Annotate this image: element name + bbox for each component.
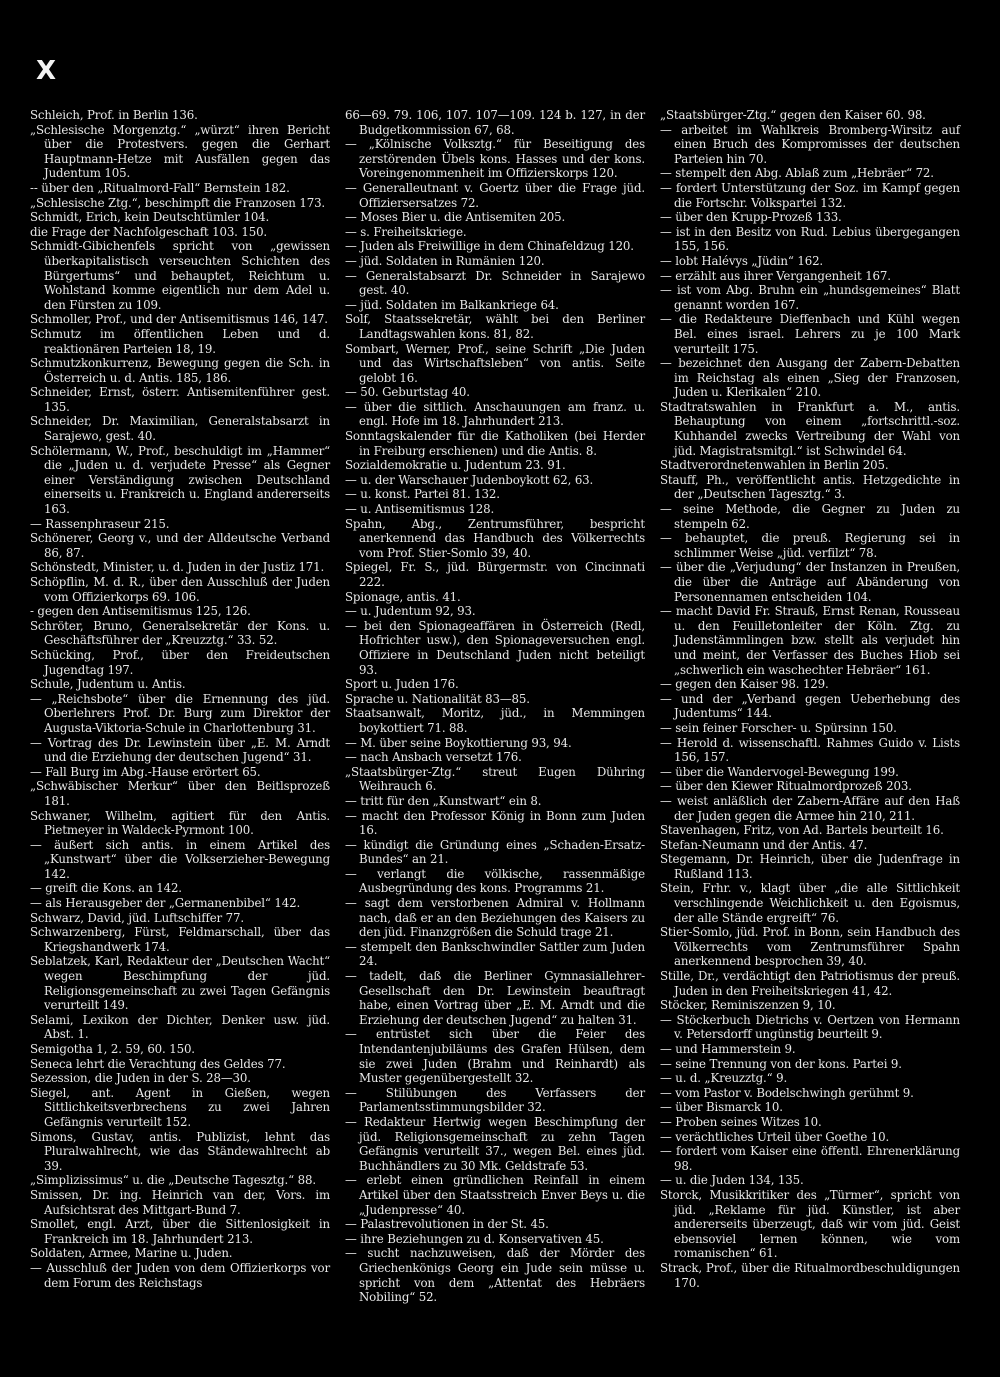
index-entry: — seine Trennung von der kons. Partei 9.: [660, 1056, 902, 1071]
index-entry: — u. konst. Partei 81. 132.: [345, 487, 500, 502]
index-entry: — verlangt die völkische, rassenmäßige Ausbegründung des kons. Programms 21.: [345, 866, 645, 896]
index-entry: — behauptet, die preuß. Regierung sei in schlimmer Weise „jüd. verfilzt“ 78.: [660, 531, 960, 560]
index-entry: — über die sittlich. Anschauungen am franz. u. engl. Hofe im 18. Jahrhundert 213.: [345, 399, 645, 429]
index-entry: — Moses Bier u. die Antisemiten 205.: [345, 210, 566, 225]
index-entry: — greift die Kons. an 142.: [30, 881, 182, 896]
index-entry: Seneca lehrt die Verachtung des Geldes 77.: [30, 1056, 286, 1071]
index-entry: Stavenhagen, Fritz, von Ad. Bartels beurteilt 16.: [660, 823, 944, 838]
index-entry: — lobt Halévys „Jüdin“ 162.: [660, 253, 824, 268]
index-entry: — und Hammerstein 9.: [660, 1042, 796, 1056]
index-column-2: [345, 108, 645, 1305]
index-entry: Schule, Judentum u. Antis.: [30, 677, 186, 692]
index-entry: — erlebt einen gründlichen Reinfall in einem Artikel über den Staatsstreich Enver Beys u. die „Judenpresse“ 40.: [345, 1173, 645, 1217]
index-entry: Sport u. Juden 176.: [345, 677, 459, 692]
index-entry: Storck, Musikkritiker des „Türmer“, spricht von jüd. „Reklame für jüd. Künstler, ist aber andererseits überzeugt, daß wir vom jüd. Geist ebensoviel lernen können, wie vom romanischen“ 61.: [660, 1187, 960, 1261]
index-entry: Seblatzek, Karl, Redakteur der „Deutschen Wacht“ wegen Beschimpfung der jüd. Religionsgemeinschaft zu zwei Tagen Gefängnis verurteilt 149.: [30, 954, 330, 1013]
index-entry: — Vortrag des Dr. Lewinstein über „E. M. Arndt und die Erziehung der deutschen Jugend“ 31.: [30, 735, 330, 765]
index-entry: — über die „Verjudung“ der Instanzen in Preußen, die über die Anträge auf Abänderung von Personennamen entscheiden 104.: [660, 560, 960, 604]
index-entry: „Simplizissimus“ u. die „Deutsche Tagesztg.“ 88.: [30, 1173, 316, 1188]
index-entry: — u. d. „Kreuzztg.“ 9.: [660, 1071, 788, 1086]
index-entry: Schwarzenberg, Fürst, Feldmarschall, über das Kriegshandwerk 174.: [30, 925, 330, 954]
index-entry: — u. Antisemitismus 128.: [345, 502, 495, 517]
index-entry: Stein, Frhr. v., klagt über „die alle Sittlichkeit verschlingende Weichlichkeit u. den Egoismus, der alle Stände ergreift“ 76.: [660, 881, 960, 925]
index-entry: — seine Methode, die Gegner zu Juden zu stempeln 62.: [660, 502, 960, 531]
index-entry: — über die Wandervogel-Bewegung 199.: [660, 764, 899, 779]
index-entry: Stier-Somlo, jüd. Prof. in Bonn, sein Handbuch des Völkerrechts vom Zentrumsführer Spahn anerkennend besprochen 39, 40.: [660, 925, 960, 969]
index-entry: „Schwäbischer Merkur“ über den Beitlsprozeß 181.: [30, 779, 330, 808]
index-entry: Stauff, Ph., veröffentlicht antis. Hetzgedichte in der „Deutschen Tagesztg.“ 3.: [660, 472, 960, 502]
index-entry: — stempelt den Abg. Ablaß zum „Hebräer“ 72.: [660, 166, 934, 181]
index-entry: Schleich, Prof. in Berlin 136.: [30, 108, 198, 122]
index-entry: Schmidt, Erich, kein Deutschtümler 104.: [30, 210, 270, 225]
index-entry: — „Kölnische Volksztg.“ für Beseitigung des zerstörenden Übels kons. Hasses und der kons. Voreingenommenheit im Offizierskorps 120.: [345, 137, 645, 181]
index-entry: Schröter, Bruno, Generalsekretär der Kons. u. Geschäftsführer der „Kreuzztg.“ 33. 52.: [30, 618, 330, 648]
index-entry: Strack, Prof., über die Ritualmordbeschuldigungen 170.: [660, 1260, 960, 1290]
index-entry: 66—69. 79. 106, 107. 107—109. 124 b. 127, in der Budgetkommission 67, 68.: [345, 108, 645, 137]
index-entry: die Frage der Nachfolgeschaft 103. 150.: [30, 224, 268, 239]
index-entry: — tritt für den „Kunstwart“ ein 8.: [345, 793, 542, 808]
index-entry: Soldaten, Armee, Marine u. Juden.: [30, 1246, 233, 1261]
index-entry: Schücking, Prof., über den Freideutschen Jugendtag 197.: [30, 647, 330, 677]
index-entry: — Fall Burg im Abg.-Hause erörtert 65.: [30, 764, 261, 779]
index-entry: — Herold d. wissenschaftl. Rahmes Guido v. Lists 156, 157.: [660, 735, 960, 765]
index-entry: Selami, Lexikon der Dichter, Denker usw. jüd. Abst. 1.: [30, 1012, 330, 1042]
index-entry: Sozialdemokratie u. Judentum 23. 91.: [345, 458, 566, 473]
index-entry: Schmoller, Prof., und der Antisemitismus 146, 147.: [30, 312, 328, 327]
index-entry: Schöpflin, M. d. R., über den Ausschluß der Juden vom Offizierkorps 69. 106.: [30, 575, 330, 604]
index-entry: — 50. Geburtstag 40.: [345, 385, 470, 400]
index-entry: — Stilübungen des Verfassers der Parlamentsstimmungsbilder 32.: [345, 1085, 645, 1115]
index-entry: Schmutzkonkurrenz, Bewegung gegen die Sch. in Österreich u. d. Antis. 185, 186.: [30, 356, 330, 385]
page-number: X: [36, 56, 57, 86]
index-entry: — Proben seines Witzes 10.: [660, 1114, 822, 1129]
index-entry: „Schlesische Ztg.“, beschimpft die Franzosen 173.: [30, 195, 326, 210]
index-entry: — bezeichnet den Ausgang der Zabern-Debatten im Reichstag als einen „Sieg der Franzosen, Juden u. Klerikalen“ 210.: [660, 356, 960, 400]
index-entry: — erzählt aus ihrer Vergangenheit 167.: [660, 268, 891, 283]
index-entry: — ihre Beziehungen zu d. Konservativen 45.: [345, 1231, 604, 1246]
index-entry: Sombart, Werner, Prof., seine Schrift „Die Juden und das Wirtschaftsleben“ von antis. Seite gelobt 16.: [345, 341, 645, 385]
index-entry: -- über den „Ritualmord-Fall“ Bernstein 182.: [30, 180, 290, 195]
index-entry: — „Reichsbote“ über die Ernennung des jüd. Oberlehrers Prof. Dr. Burg zum Direktor der Augusta-Viktoria-Schule in Charlottenburg 31.: [30, 691, 330, 735]
index-entry: Siegel, ant. Agent in Gießen, wegen Sittlichkeitsverbrechens zu zwei Jahren Gefängnis verurteilt 152.: [30, 1085, 330, 1129]
index-entry: — ist in den Besitz von Rud. Lebius übergegangen 155, 156.: [660, 224, 960, 254]
index-entry: — die Redakteure Dieffenbach und Kühl wegen Bel. eines israel. Lehrers zu je 100 Mark verurteilt 175.: [660, 312, 960, 356]
index-entry: Sonntagskalender für die Katholiken (bei Herder in Freiburg erschienen) und die Antis. 8.: [345, 429, 645, 458]
index-entry: — und der „Verband gegen Ueberhebung des Judentums“ 144.: [660, 691, 960, 721]
index-entry: — entrüstet sich über die Feier des Intendantenjubiläums des Grafen Hülsen, dem sie zwei Juden (Brahm und Reinhardt) als Muster gegenübergestellt 32.: [345, 1027, 645, 1086]
index-entry: Schmutz im öffentlichen Leben und d. reaktionären Parteien 18, 19.: [30, 326, 330, 356]
index-entry: — tadelt, daß die Berliner Gymnasiallehrer-Gesellschaft den Dr. Lewinstein beauftragt habe, einen Vortrag über „E. M. Arndt und die Erziehung der deutschen Jugend“ zu halten 31.: [345, 969, 645, 1027]
index-entry: Stadtverordnetenwahlen in Berlin 205.: [660, 458, 889, 473]
index-entry: Simons, Gustav, antis. Publizist, lehnt das Pluralwahlrecht, wie das Ständewahlrecht ab 39.: [30, 1129, 330, 1173]
index-entry: — Generalstabsarzt Dr. Schneider in Sarajewo gest. 40.: [345, 268, 645, 298]
index-entry: — über den Kiewer Ritualmordprozeß 203.: [660, 779, 912, 794]
index-entry: Staatsanwalt, Moritz, jüd., in Memmingen boykottiert 71. 88.: [345, 706, 645, 735]
index-entry: Schneider, Dr. Maximilian, Generalstabsarzt in Sarajewo, gest. 40.: [30, 414, 330, 444]
index-entry: Spionage, antis. 41.: [345, 589, 461, 604]
index-entry: — s. Freiheitskriege.: [345, 224, 467, 239]
index-entry: Spahn, Abg., Zentrumsführer, bespricht anerkennend das Handbuch des Völkerrechts vom Prof. Stier-Somlo 39, 40.: [345, 516, 645, 560]
index-entry: Sezession, die Juden in der S. 28—30.: [30, 1071, 251, 1086]
index-entry: Stille, Dr., verdächtigt den Patriotismus der preuß. Juden in den Freiheitskriegen 41, 42.: [660, 969, 960, 998]
index-column-3: [660, 108, 960, 1290]
index-entry: Solf, Staatssekretär, wählt bei den Berliner Landtagswahlen kons. 81, 82.: [345, 312, 645, 341]
index-entry: — nach Ansbach versetzt 176.: [345, 750, 522, 765]
index-entry: — Palastrevolutionen in der St. 45.: [345, 1217, 549, 1232]
index-entry: Smissen, Dr. ing. Heinrich van der, Vors. im Aufsichtsrat des Mittgart-Bund 7.: [30, 1187, 330, 1217]
index-entry: — Ausschluß der Juden von dem Offizierkorps vor dem Forum des Reichstags: [30, 1260, 330, 1290]
index-entry: Schmidt-Gibichenfels spricht von „gewissen überkapitalistisch verseuchten Schichten des Bürgertums“ und behauptet, Reichtum u. Wohlstand komme eigentlich nur dem Adel u. den Fürsten zu 109.: [30, 239, 330, 312]
index-column-1: [30, 108, 330, 1290]
index-entry: — M. über seine Boykottierung 93, 94.: [345, 735, 572, 750]
index-entry: — u. Judentum 92, 93.: [345, 604, 476, 619]
index-entry: Schönstedt, Minister, u. d. Juden in der Justiz 171.: [30, 560, 325, 575]
index-entry: Stefan-Neumann und der Antis. 47.: [660, 837, 868, 852]
index-entry: — weist anläßlich der Zabern-Affäre auf den Haß der Juden gegen die Armee hin 210, 211.: [660, 793, 960, 823]
index-entry: — ist vom Abg. Bruhn ein „hundsgemeines“ Blatt genannt worden 167.: [660, 283, 960, 312]
index-entry: — fordert Unterstützung der Soz. im Kampf gegen die Fortschr. Volkspartei 132.: [660, 180, 960, 210]
index-entry: — Rassenphraseur 215.: [30, 516, 170, 531]
index-entry: Sprache u. Nationalität 83—85.: [345, 691, 530, 706]
index-entry: — gegen den Kaiser 98. 129.: [660, 677, 829, 692]
index-entry: Smollet, engl. Arzt, über die Sittenlosigkeit in Frankreich im 18. Jahrhundert 213.: [30, 1217, 330, 1246]
index-entry: Spiegel, Fr. S., jüd. Bürgermstr. von Cincinnati 222.: [345, 560, 645, 589]
index-entry: „Staatsbürger-Ztg.“ streut Eugen Dühring Weihrauch 6.: [345, 764, 645, 794]
index-entry: Stöcker, Reminiszenzen 9, 10.: [660, 998, 836, 1013]
index-entry: — macht David Fr. Strauß, Ernst Renan, Rousseau u. den Feuilletonleiter der Köln. Ztg. zu Judenstämmlingen bzw. stellt als verjudet hin und meint, der Verfasser des Buches Hiob sei „schwerlich ein waschechter Hebräer“ 161.: [660, 604, 960, 677]
index-entry: Schwaner, Wilhelm, agitiert für den Antis. Pietmeyer in Waldeck-Pyrmont 100.: [30, 808, 330, 838]
index-entry: — stempelt den Bankschwindler Sattler zum Juden 24.: [345, 939, 645, 969]
index-entry: — u. die Juden 134, 135.: [660, 1173, 804, 1188]
index-entry: — über Bismarck 10.: [660, 1100, 783, 1115]
index-entry: — Juden als Freiwillige in dem Chinafeldzug 120.: [345, 239, 634, 254]
index-entry: Schönerer, Georg v., und der Alldeutsche Verband 86, 87.: [30, 531, 330, 560]
index-entry: — fordert vom Kaiser eine öffentl. Ehrenerklärung 98.: [660, 1144, 960, 1173]
index-entry: — äußert sich antis. in einem Artikel des „Kunstwart“ über die Volkserzieher-Bewegung 142.: [30, 837, 330, 881]
index-entry: — sein feiner Forscher- u. Spürsinn 150.: [660, 720, 897, 735]
index-entry: — sagt dem verstorbenen Admiral v. Hollmann nach, daß er an den Beziehungen des Kaisers zu den jüd. Finanzgrößen die Schuld trage 21.: [345, 896, 645, 940]
index-entry: Stegemann, Dr. Heinrich, über die Judenfrage in Rußland 113.: [660, 852, 960, 881]
index-entry: — arbeitet im Wahlkreis Bromberg-Wirsitz auf einen Bruch des Kompromisses der deutschen Parteien hin 70.: [660, 122, 960, 166]
index-entry: — jüd. Soldaten im Balkankriege 64.: [345, 297, 559, 312]
index-entry: Schölermann, W., Prof., beschuldigt im „Hammer“ die „Juden u. d. verjudete Presse“ als Gegner einer Verständigung zwischen Deutschland einerseits u. Frankreich u. England andererseits 163.: [30, 443, 330, 517]
index-entry: — verächtliches Urteil über Goethe 10.: [660, 1129, 890, 1144]
index-entry: Schneider, Ernst, österr. Antisemitenführer gest. 135.: [30, 385, 330, 414]
index-entry: - gegen den Antisemitismus 125, 126.: [30, 604, 251, 619]
index-entry: — über den Krupp-Prozeß 133.: [660, 210, 842, 225]
index-entry: Semigotha 1, 2. 59, 60. 150.: [30, 1042, 195, 1056]
index-entry: Schwarz, David, jüd. Luftschiffer 77.: [30, 910, 244, 925]
index-entry: Stadtratswahlen in Frankfurt a. M., antis. Behauptung von einem „fortschrittl.-soz. Kuhhandel zwecks Vertreibung der Wahl von jüd. Magistratsmitgl.“ ist Schwindel 64.: [660, 399, 960, 458]
index-entry: — als Herausgeber der „Germanenbibel“ 142.: [30, 896, 301, 911]
index-entry: — bei den Spionageaffären in Österreich (Redl, Hofrichter usw.), den Spionageversuchen engl. Offiziere in Deutschland Juden nicht beteiligt 93.: [345, 618, 645, 677]
index-entry: — Generalleutnant v. Goertz über die Frage jüd. Offiziersersatzes 72.: [345, 180, 645, 210]
index-entry: „Schlesische Morgenztg.“ „würzt“ ihren Bericht über die Protestvers. gegen die Gerhart Hauptmann-Hetze mit Ausfällen gegen das Judentum 105.: [30, 122, 330, 181]
index-entry: — sucht nachzuweisen, daß der Mörder des Griechenkönigs Georg ein Jude sein müsse u. spricht von dem „Attentat des Hebräers Nobiling“ 52.: [345, 1246, 645, 1305]
index-entry: — macht den Professor König in Bonn zum Juden 16.: [345, 808, 645, 838]
index-entry: — u. der Warschauer Judenboykott 62, 63.: [345, 472, 594, 487]
index-entry: — jüd. Soldaten in Rumänien 120.: [345, 253, 545, 268]
index-entry: — Redakteur Hertwig wegen Beschimpfung der jüd. Religionsgemeinschaft zu zehn Tagen Gefängnis verurteilt 37., wegen Bel. eines jüd. Buchhändlers zu 30 Mk. Geldstrafe 53.: [345, 1114, 645, 1173]
index-entry: — kündigt die Gründung eines „Schaden-Ersatz-Bundes“ an 21.: [345, 837, 645, 867]
index-entry: „Staatsbürger-Ztg.“ gegen den Kaiser 60. 98.: [660, 108, 926, 122]
index-entry: — vom Pastor v. Bodelschwingh gerühmt 9.: [660, 1085, 914, 1100]
index-entry: — Stöckerbuch Dietrichs v. Oertzen von Hermann v. Petersdorff ungünstig beurteilt 9.: [660, 1012, 960, 1042]
